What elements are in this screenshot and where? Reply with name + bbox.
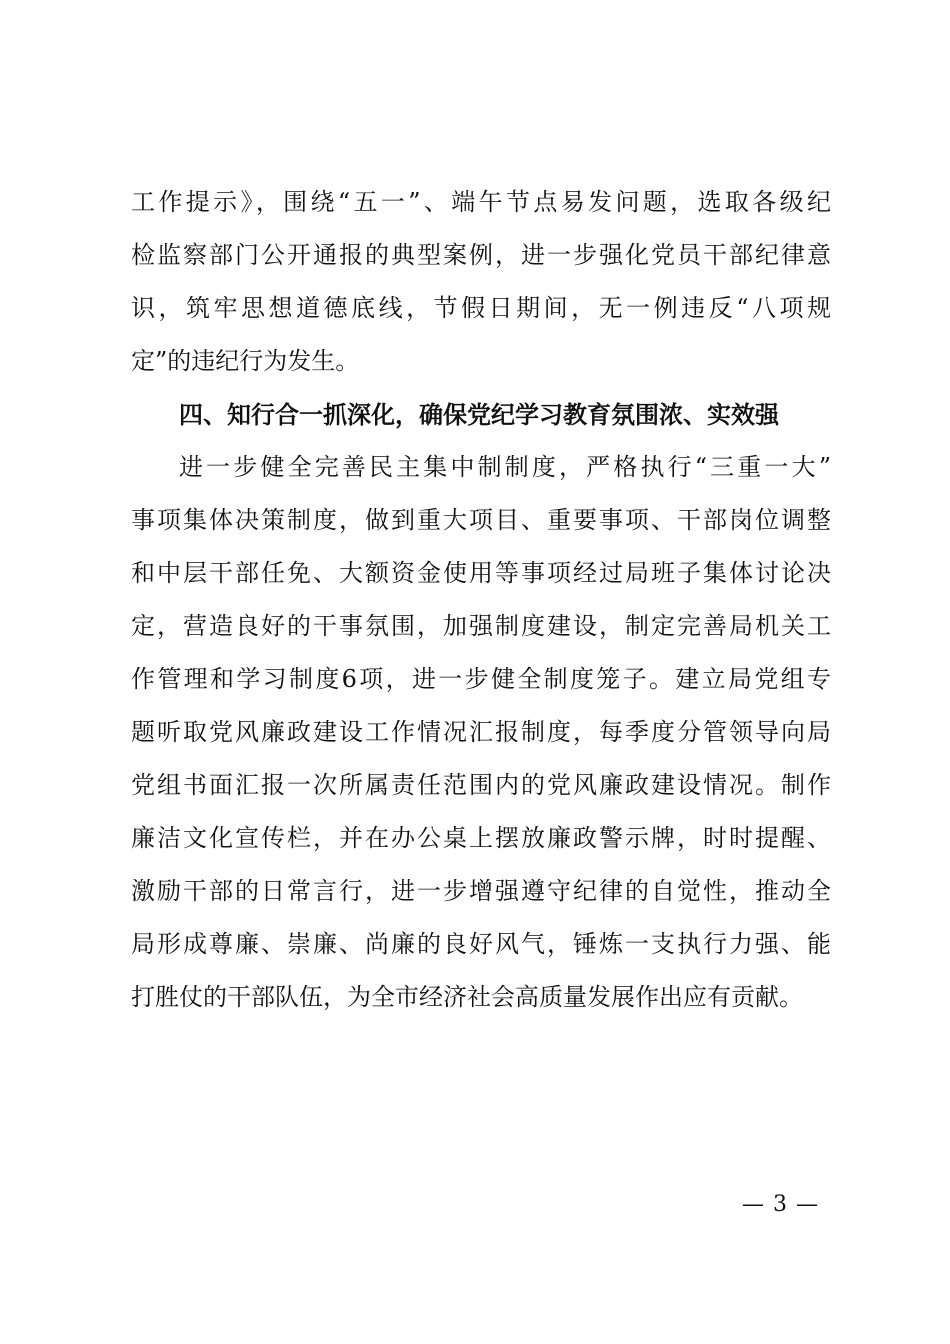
paragraph-line: 工作提示》，围绕“五一”、端午节点易发问题，选取各级纪 [131, 188, 831, 216]
paragraph-line: 检监察部门公开通报的典型案例，进一步强化党员干部纪律意 [131, 241, 831, 269]
paragraph-line: 廉洁文化宣传栏，并在办公桌上摆放廉政警示牌，时时提醒、 [131, 824, 831, 852]
paragraph-line: 打胜仗的干部队伍，为全市经济社会高质量发展作出应有贡献。 [131, 983, 803, 1011]
paragraph-line: 和中层干部任免、大额资金使用等事项经过局班子集体讨论决 [131, 559, 831, 587]
paragraph-line: 题听取党风廉政建设工作情况汇报制度，每季度分管领导向局 [131, 718, 831, 746]
paragraph-line: 事项集体决策制度，做到重大项目、重要事项、干部岗位调整 [131, 506, 831, 534]
paragraph-line: 定，营造良好的干事氛围，加强制度建设，制定完善局机关工 [131, 612, 831, 640]
paragraph-line: 定”的违纪行为发生。 [131, 347, 360, 375]
paragraph-line: 进一步健全完善民主集中制制度，严格执行“三重一大” [179, 453, 831, 481]
section-heading: 四、知行合一抓深化，确保党纪学习教育氛围浓、实效强 [179, 400, 779, 429]
paragraph-line: 作管理和学习制度6项，进一步健全制度笼子。建立局党组专 [131, 665, 831, 693]
paragraph-line: 识，筑牢思想道德底线，节假日期间，无一例违反“八项规 [131, 294, 831, 322]
paragraph-line: 党组书面汇报一次所属责任范围内的党风廉政建设情况。制作 [131, 771, 831, 799]
page-number: — 3 — [742, 1192, 819, 1217]
body-text [131, 176, 831, 1024]
paragraph-line: 激励干部的日常言行，进一步增强遵守纪律的自觉性，推动全 [131, 877, 831, 905]
paragraph-line: 局形成尊廉、崇廉、尚廉的良好风气，锤炼一支执行力强、能 [131, 930, 831, 958]
